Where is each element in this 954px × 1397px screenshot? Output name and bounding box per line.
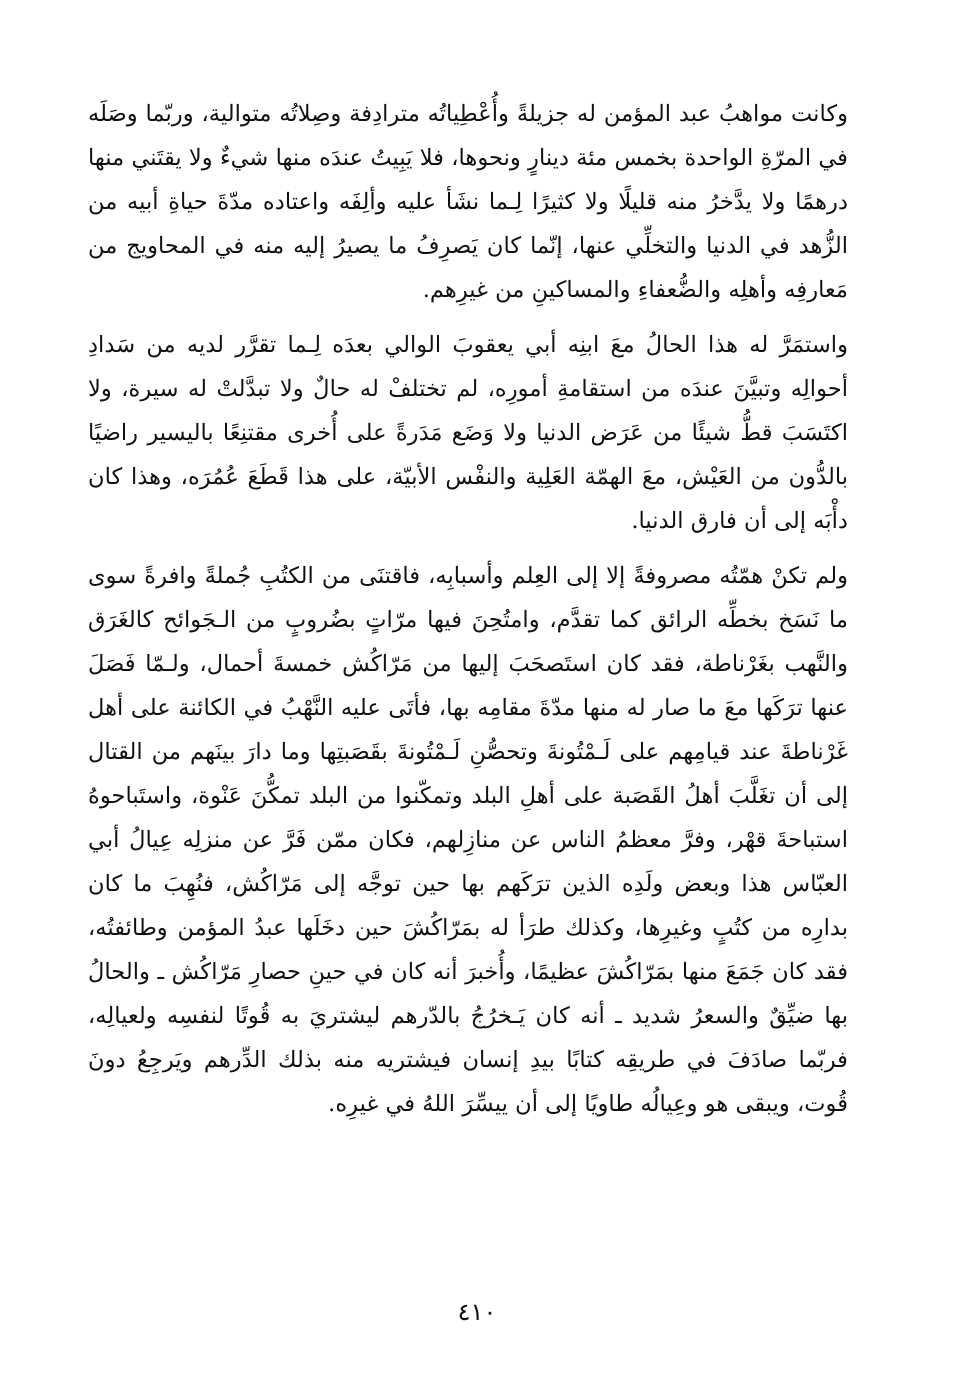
page-number: ٤١٠ bbox=[457, 1298, 497, 1326]
paragraph-1: وكانت مواهبُ عبد المؤمن له جزيلةً وأُعْطِياتُه مترادِفة وصِلاتُه متوالية، وربّما وصَلَه في المرّةِ الواحدة بخمس مئة دينارٍ ونحوها، فلا يَبِيتُ عندَه منها شيءٌ ولا يقتَني منها درهمًا ولا يدَّخرُ منه قليلًا ولا كثيرًا لِـما نشَأ عليه وألِفَه واعتاده مدّةَ حياةِ أبيه من الزُّهد في الدنيا والتخلِّي عنها، إنّما كان يَصرِفُ ما يصيرُ إليه منه في المحاويج من مَعارفِه وأهلِه والضُّعفاءِ والمساكينِ من غيرِهم. bbox=[88, 101, 848, 303]
paragraph-3: ولم تكنْ همّتُه مصروفةً إلا إلى العِلم وأسبابِه، فاقتنَى من الكتُبِ جُملةً وافرةً سوى ما نَسَخ بخطِّه الرائق كما تقدَّم، وامتُحِنَ فيها مرّاتٍ بضُروبٍ من الـجَوائح كالغَرَق والنَّهب بغَرْناطة، فقد كان استَصحَبَ إليها من مَرّاكُش خمسةَ أحمال، ولـمّا فَصَلَ عنها ترَكَها معَ ما صار له منها مدّةَ مقامِه بها، فأتَى عليه النَّهْبُ في الكائنة على أهل غَرْناطةَ عند قيامِهم على لَـمْتُونةَ وتحصُّنِ لَـمْتُونةَ بقَصَبتِها وما دارَ بينَهم من القتال إلى أن تغَلَّبَ أهلُ القَصَبة على أهلِ البلد وتمكّنوا من البلد تمكُّنَ عَنْوة، واستَباحوهُ استباحةَ قهْر، وفرَّ معظمُ الناس عن منازِلهم، فكان ممّن فَرَّ عن منزلِه عِيالُ أبي العبّاس هذا وبعض ولَدِه الذين ترَكَهم بها حين توجَّه إلى مَرّاكُش، فنُهِبَ ما كان بدارِه من كتُبٍ وغيرِها، وكذلك طرَأ له بمَرّاكُشَ حين دخَلَها عبدُ المؤمن وطائفتُه، فقد كان جَمَعَ منها بمَرّاكُشَ عظيمًا، وأُخبرَ أنه كان في حينِ حصارِ مَرّاكُش ـ والحالُ بها ضيِّقٌ والسعرُ شديد ـ أنه كان يَـخرُجُ بالدّرهم ليشتريَ به قُوتًا لنفسِه ولعيالِه، فربّما صادَفَ في طريقِه كتابًا بيدِ إنسان فيشتريه منه بذلك الدِّرهم ويَرجِعُ دونَ قُوت، ويبقى هو وعِيالُه طاويًا إلى أن ييسِّرَ اللهُ في غيرِه. bbox=[88, 563, 848, 1117]
paragraph-2: واستمَرَّ له هذا الحالُ معَ ابنِه أبي يعقوبَ الوالي بعدَه لِـما تقرَّر لديه من سَدادِ أحوالِه وتبيَّنَ عندَه من استقامةِ أمورِه، لم تختلفْ له حالٌ ولا تبدَّلتْ له سيرة، ولا اكتَسَبَ قطُّ شيئًا من عَرَض الدنيا ولا وَضَع مَدَرةً على أُخرى مقتنِعًا باليسير راضيًا بالدُّون من العَيْش، معَ الهمّة العَلِية والنفْس الأبيّة، على هذا قَطَعَ عُمُرَه، وهذا كان دأْبَه إلى أن فارق الدنيا. bbox=[88, 332, 848, 534]
page-body bbox=[88, 92, 848, 1352]
